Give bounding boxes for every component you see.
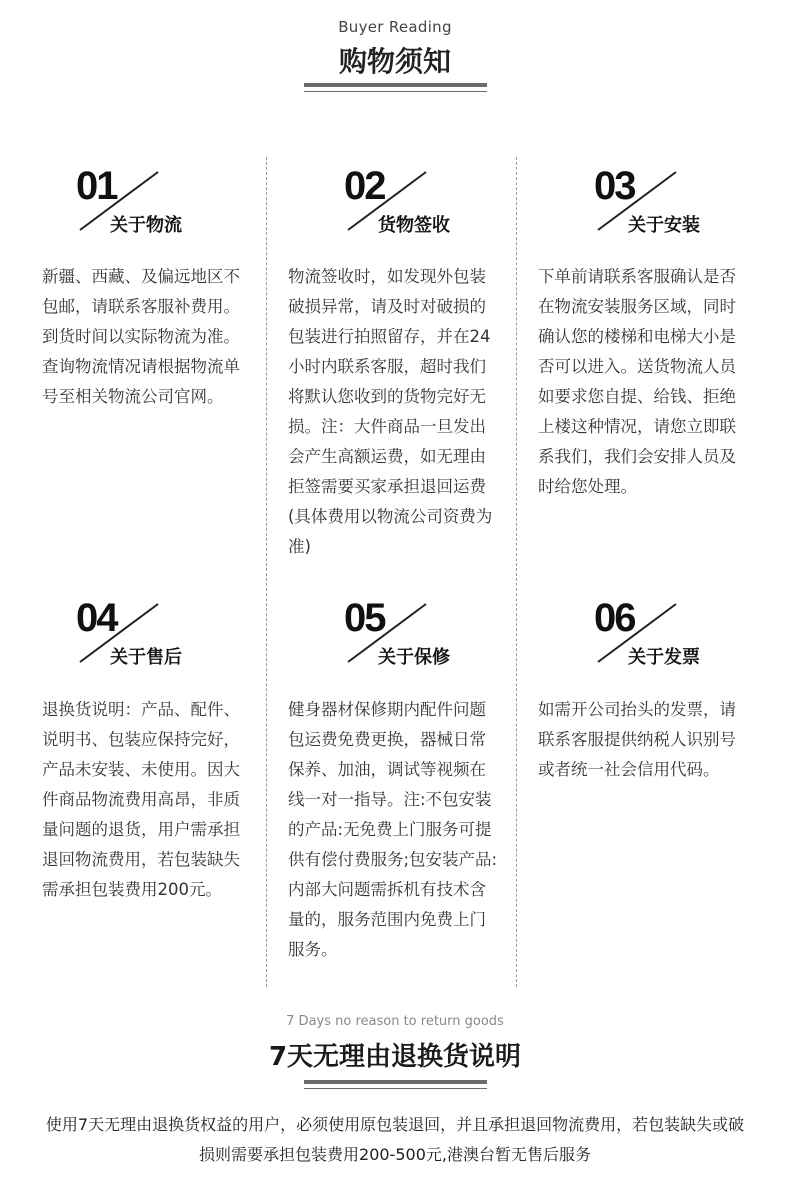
section-number: 05 [344, 596, 385, 640]
header-rule-thick [304, 83, 487, 87]
column-divider-left [266, 157, 267, 987]
footer-title: 7天无理由退换货说明 [268, 1042, 522, 1072]
header-rule-thin [304, 91, 487, 92]
footer-rule-thin [304, 1088, 487, 1089]
section-text: 物流签收时，如发现外包装破损异常，请及时对破损的包装进行拍照留存，并在24小时内联系客服，超时我们将默认您收到的货物完好无损。注：大件商品一旦发出会产生高额运费，如无理由拒签需要买家承担退回运费(具体费用以物流公司资费为准) [288, 267, 493, 556]
section-title: 关于安装 [628, 215, 700, 236]
section-text: 下单前请联系客服确认是否在物流安装服务区域，同时确认您的楼梯和电梯大小是否可以进入。送货物流人员如要求您自提、给钱、拒绝上楼这种情况，请您立即联系我们，我们会安排人员及时给您处理。 [538, 267, 736, 496]
section-text: 退换货说明：产品、配件、说明书、包装应保持完好，产品未安装、未使用。因大件商品物流费用高昂，非质量问题的退货，用户需承担退回物流费用，若包装缺失需承担包装费用200元。 [42, 700, 240, 899]
section-title: 关于物流 [110, 215, 182, 236]
section-title: 货物签收 [378, 215, 450, 236]
section-number: 04 [76, 596, 117, 640]
section-number: 02 [344, 164, 385, 208]
footer-text: 使用7天无理由退换货权益的用户，必须使用原包装退回，并且承担退回物流费用，若包装缺失或破损则需要承担包装费用200-500元,港澳台暂无售后服务 [45, 1115, 745, 1164]
column-divider-right [516, 157, 517, 987]
header-subtitle: Buyer Reading [338, 18, 452, 36]
page-title: 购物须知 [338, 45, 451, 78]
footer-rule-thick [304, 1080, 487, 1084]
section-number: 06 [594, 596, 635, 640]
footer-subtitle: 7 Days no reason to return goods [286, 1014, 504, 1029]
section-title: 关于保修 [378, 647, 450, 668]
section-title: 关于售后 [110, 647, 182, 668]
section-text: 如需开公司抬头的发票，请联系客服提供纳税人识别号或者统一社会信用代码。 [538, 700, 736, 779]
section-text: 健身器材保修期内配件问题包运费免费更换，器械日常保养、加油，调试等视频在线一对一指导。注:不包安装的产品:无免费上门服务可提供有偿付费服务;包安装产品:内部大问题需拆机有技术含量的，服务范围内免费上门服务。 [288, 700, 498, 959]
section-number: 01 [76, 164, 117, 208]
section-text: 新疆、西藏、及偏远地区不包邮，请联系客服补费用。到货时间以实际物流为准。查询物流情况请根据物流单号至相关物流公司官网。 [42, 267, 240, 406]
section-title: 关于发票 [628, 647, 700, 668]
section-number: 03 [594, 164, 635, 208]
